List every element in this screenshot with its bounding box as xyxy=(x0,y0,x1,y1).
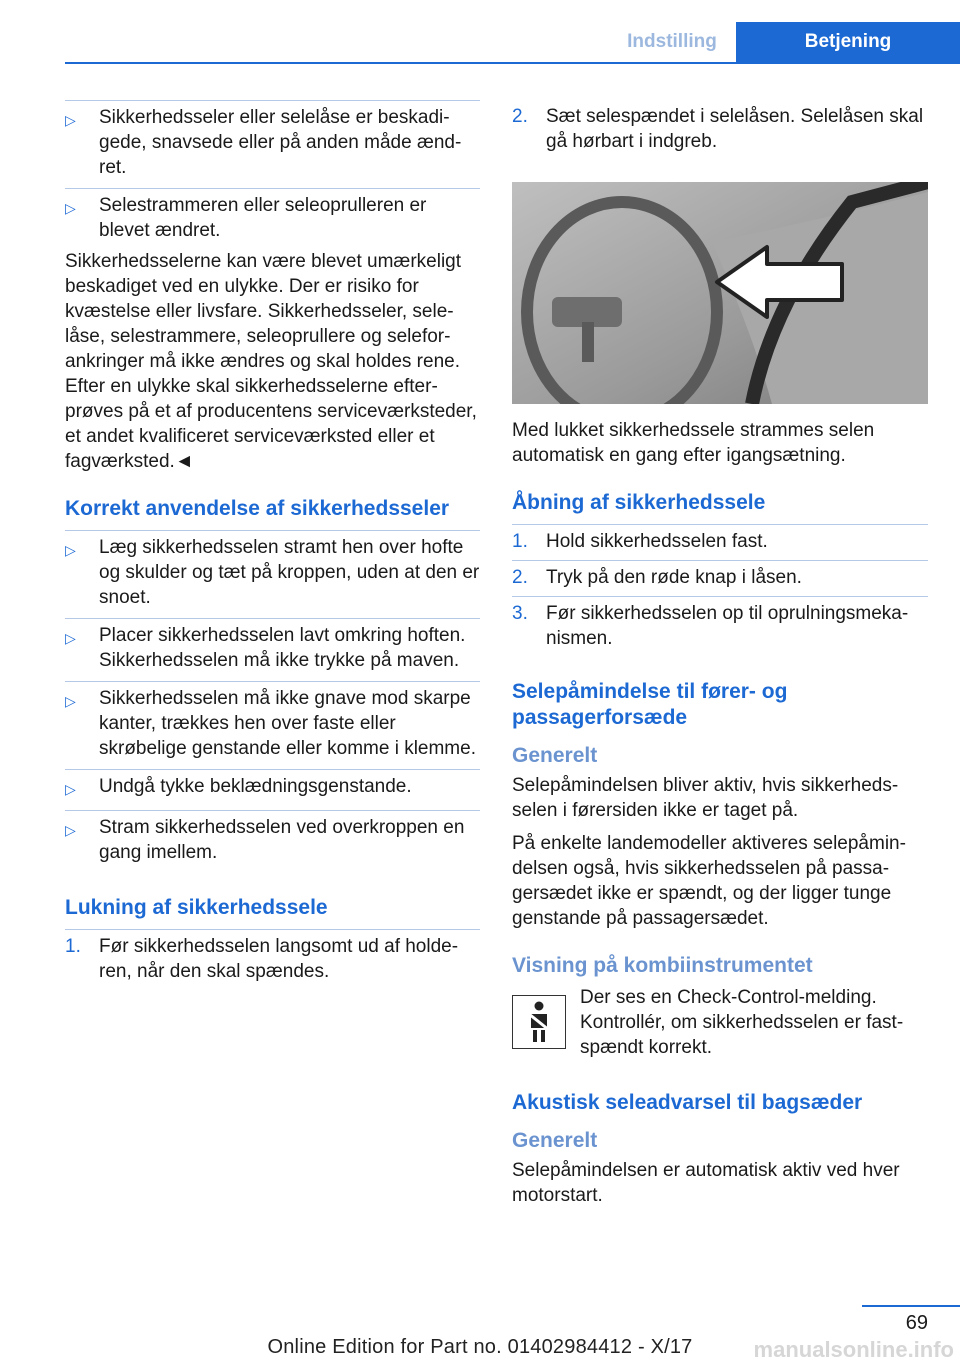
triangle-right-icon: ▷ xyxy=(65,542,76,558)
watermark: manualsonline.info xyxy=(753,1337,954,1362)
heading-reminder: Selepåmindelse til fører- og passagerforsæde xyxy=(512,680,788,729)
triangle-right-icon: ▷ xyxy=(65,781,76,797)
reminder-text-2: På enkelte landemodeller aktiveres selepåmindelsen også, hvis sikkerhedsselen på passagersædet ikke er spændt, og der ligger tunge genstande på passagersædet. xyxy=(512,833,906,929)
footer-rule xyxy=(862,1305,960,1307)
header-rule xyxy=(65,62,960,64)
acoustic-text: Selepåmindelsen er automatisk aktiv ved hver motorstart. xyxy=(512,1160,900,1206)
seatbelt-warning-icon xyxy=(512,995,566,1049)
list-item: ▷ Stram sikkerhedsselen ved overkroppen en gang imellem. xyxy=(65,810,480,873)
subheading-general: Generelt xyxy=(512,744,598,767)
reminder-text-1: Selepåmindelsen bliver aktiv, hvis sikkerhedsselen i førersiden ikke er taget på. xyxy=(512,775,899,821)
list-item: 3. Før sikkerhedsselen op til oprulningsmekanismen. xyxy=(512,596,928,657)
display-indicator: Der ses en Check-Control-melding. Kontrollér, om sikkerhedsselen er fastspændt korrekt. xyxy=(512,985,928,1060)
list-item: ▷ Læg sikkerhedsselen stramt hen over hofte og skulder og tæt på kroppen, uden at den er snoet. xyxy=(65,530,480,618)
heading-correct-use: Korrekt anvendelse af sikkerhedsseler xyxy=(65,497,450,520)
page-number: 69 xyxy=(905,1312,928,1334)
triangle-right-icon: ▷ xyxy=(65,693,76,709)
list-item: ▷ Sikkerhedsselen må ikke gnave mod skarpe kanter, trækkes hen over faste eller skrøbelige genstande eller komme i klemme. xyxy=(65,681,480,769)
list-item: ▷ Selestrammeren eller seleoprulleren er blevet ændret. xyxy=(65,188,480,247)
edition-footer: Online Edition for Part no. 01402984412 - X/17 xyxy=(267,1336,693,1358)
tab-betjening[interactable]: Betjening xyxy=(736,22,960,62)
list-item: 2. Sæt selespændet i selelåsen. Selelåsen skal gå hørbart i indgreb. xyxy=(512,106,924,152)
triangle-right-icon: ▷ xyxy=(65,630,76,646)
tab-indstilling[interactable]: Indstilling xyxy=(627,31,717,52)
triangle-right-icon: ▷ xyxy=(65,112,76,128)
subheading-display: Visning på kombiinstrumentet xyxy=(512,954,813,977)
list-item: ▷ Undgå tykke beklædningsgenstande. xyxy=(65,769,480,810)
list-item: 2. Tryk på den røde knap i låsen. xyxy=(512,560,928,596)
left-column xyxy=(65,100,480,990)
heading-closing: Lukning af sikkerhedssele xyxy=(65,896,328,919)
subheading-general-2: Generelt xyxy=(512,1129,598,1152)
triangle-right-icon: ▷ xyxy=(65,200,76,216)
after-photo-text: Med lukket sikkerhedssele strammes selen automatisk en gang efter igangsætning. xyxy=(512,420,875,466)
seatbelt-buckle-photo xyxy=(512,182,928,404)
list-item: ▷ Placer sikkerhedsselen lavt omkring hoften. Sikkerhedsselen må ikke trykke på maven. xyxy=(65,618,480,681)
heading-opening: Åbning af sikkerhedssele xyxy=(512,491,766,514)
warning-text: Sikkerhedsselerne kan være blevet umærkeligt beskadiget ved en ulykke. Der er risiko for kvæstelse eller livsfare. Sikkerhedsseler, selelåse, selestrammere, seleoprullere og seleforankringer må ikke ændres og skal holdes rene. Efter en ulykke skal sikkerhedsselerne efterprøves på et af producentens serviceværksteder, et andet kvalificeret serviceværksted eller et fagværksted.◄ xyxy=(65,251,477,472)
right-column xyxy=(512,100,928,1208)
triangle-right-icon: ▷ xyxy=(65,822,76,838)
list-item: ▷ Sikkerhedsseler eller selelåse er beskadigede, snavsede eller på anden måde ændret. xyxy=(65,100,480,188)
heading-acoustic: Akustisk seleadvarsel til bagsæder xyxy=(512,1091,863,1114)
list-item: 1. Hold sikkerhedsselen fast. xyxy=(512,524,928,560)
list-item: 1. Før sikkerhedsselen langsomt ud af holderen, når den skal spændes. xyxy=(65,929,480,990)
